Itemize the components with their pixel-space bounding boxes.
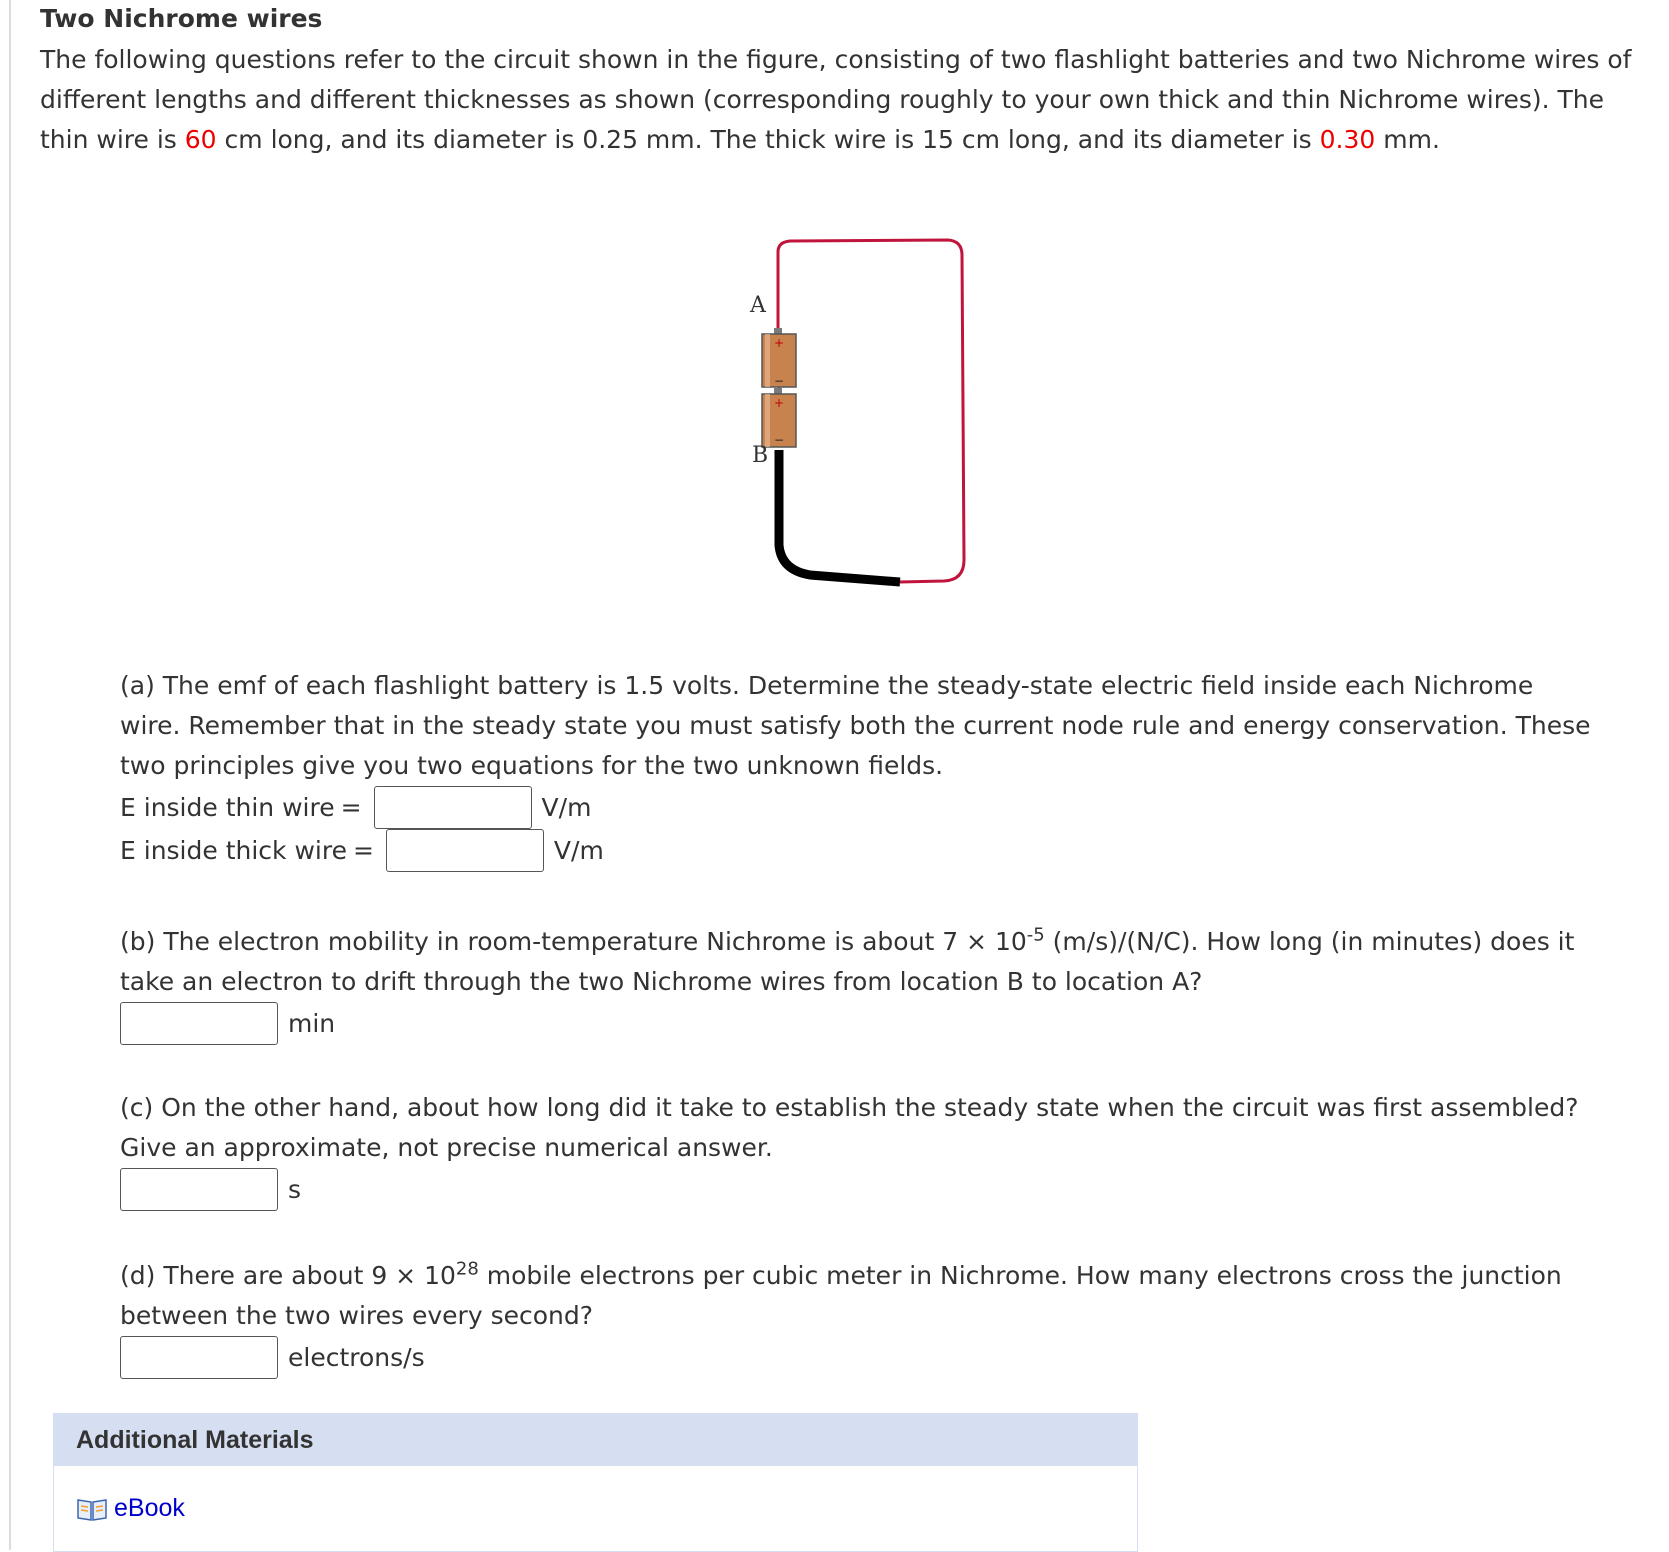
steady-state-time-row [120,1168,1600,1211]
intro-text [40,40,1660,160]
steady-state-time-unit: s [288,1174,302,1204]
label-a: A [750,293,766,318]
part-c [120,1088,1600,1211]
part-b-text [120,922,1600,1002]
part-c-text: (c) On the other hand, about how long did it take to establish the steady state when the circuit was first assembled? Give an approximate, not precise numerical answer. [120,1093,1579,1162]
electron-rate-input[interactable] [120,1336,278,1379]
part-b-exponent: -5 [1026,924,1045,946]
electron-rate-unit: electrons/s [288,1342,425,1372]
steady-state-time-input[interactable] [120,1168,278,1211]
thick-wire-field-input[interactable] [386,829,544,872]
equals-sign: = [340,792,362,822]
battery-2-plus: + [773,396,785,410]
intro-part-2: cm long, and its diameter is 0.25 mm. The thick wire is 15 cm long, and its diameter is [216,125,1320,154]
equals-sign: = [352,835,374,865]
part-b [120,922,1600,1045]
battery-1-plus: + [773,336,785,350]
thin-wire [778,240,964,582]
thick-diameter-value: 0.30 [1319,125,1376,154]
battery-2 [762,388,796,447]
left-border [9,0,11,1550]
circuit-figure [730,230,980,605]
book-icon [76,1496,108,1522]
thin-wire-field-input[interactable] [374,786,532,829]
part-a [120,666,1600,872]
part-b-text-2: (m/s)/(N/C). How long (in minutes) does it take an electron to drift through the two Nichrome wires from location B to location A? [120,927,1575,996]
thick-wire-row [120,829,1600,872]
drift-time-row [120,1002,1600,1045]
label-b: B [752,443,769,468]
part-b-text-1: (b) The electron mobility in room-temperature Nichrome is about 7 × 10 [120,927,1027,956]
thin-wire-row [120,786,1600,829]
battery-1-minus: − [773,374,785,388]
intro-part-3: mm. [1375,125,1440,154]
thick-wire-unit: V/m [553,835,604,865]
part-d-text [120,1256,1600,1336]
part-d [120,1256,1600,1379]
thin-wire-label: E inside thin wire [120,792,335,822]
part-d-text-2: mobile electrons per cubic meter in Nichrome. How many electrons cross the junction between the two wires every second? [120,1261,1562,1330]
thick-wire-label: E inside thick wire [120,835,347,865]
part-a-text: (a) The emf of each flashlight battery is 1.5 volts. Determine the steady-state electric field inside each Nichrome wire. Remember that in the steady state you must satisfy both the current node rule and energy conservation. These two principles give you two equations for the two unknown fields. [120,671,1591,780]
ebook-label[interactable]: eBook [114,1494,185,1522]
battery-2-minus: − [773,433,785,447]
ebook-link[interactable] [76,1494,185,1523]
drift-time-unit: min [288,1008,336,1038]
thick-wire [779,450,900,582]
additional-materials-heading: Additional Materials [54,1414,1137,1466]
intro-part-1: The following questions refer to the circuit shown in the figure, consisting of two flashlight batteries and two Nichrome wires of different lengths and different thicknesses as shown (corresponding roughly to your own thick and thin Nichrome wires). The thin wire is [40,45,1632,154]
drift-time-input[interactable] [120,1002,278,1045]
thin-length-value: 60 [184,125,217,154]
part-d-text-1: (d) There are about 9 × 10 [120,1261,456,1290]
thin-wire-unit: V/m [541,792,592,822]
problem-title: Two Nichrome wires [40,4,323,33]
additional-materials-panel [53,1413,1138,1552]
battery-1 [762,328,796,388]
part-d-exponent: 28 [455,1258,479,1280]
electron-rate-row [120,1336,1600,1379]
